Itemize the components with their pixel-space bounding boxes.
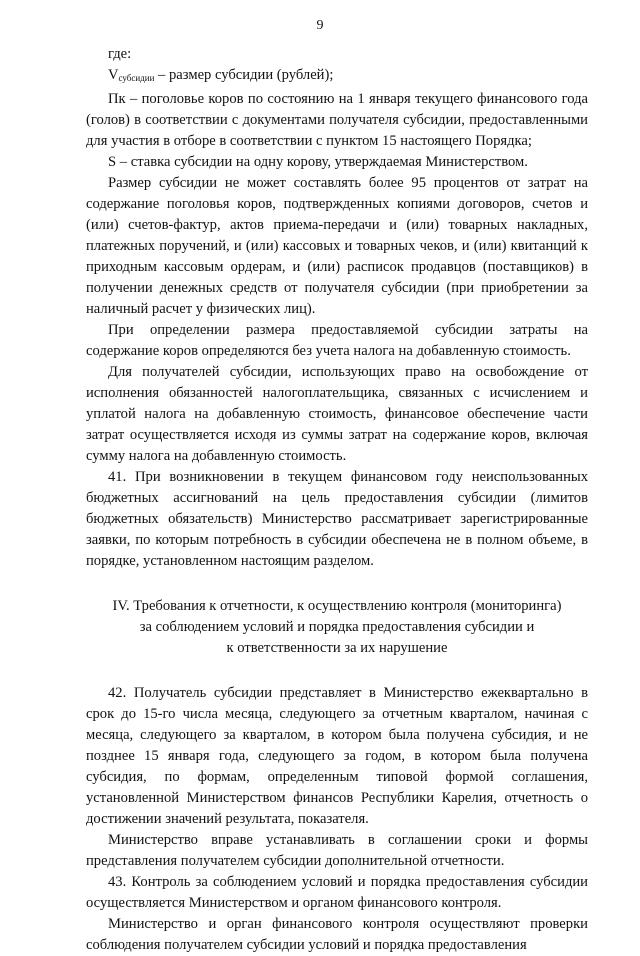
v-description: – размер субсидии (рублей); [154, 67, 334, 83]
paragraph-additional-reporting: Министерство вправе устанавливать в соглашении сроки и формы представления получателем субсидии дополнительной отчетности. [86, 832, 588, 869]
page-number: 9 [316, 18, 324, 33]
heading-line-3: к ответственности за их нарушение [226, 640, 448, 656]
paragraph-s-definition: S – ставка субсидии на одну корову, утверждаемая Министерством. [108, 154, 528, 170]
paragraph-subsidy-size: Размер субсидии не может составлять более 95 процентов от затрат на содержание поголовья коров, подтвержденных копиями договоров, счетов и (или) счетов-фактур, актов приема-передачи и (или) товарных накладных, платежных поручений, и (или) кассовых и товарных чеков, и (или) квитанций к приходным кассовым ордерам, и (или) расписок продавцов (поставщиков) в получении денежных средств от получателя субсидии (при приобретении за наличный расчет у физических лиц). [86, 175, 588, 317]
v-symbol: V [108, 67, 119, 83]
heading-line-1: IV. Требования к отчетности, к осуществлению контроля (мониторинга) [112, 598, 562, 614]
paragraph-inspections: Министерство и орган финансового контроля осуществляют проверки соблюдения получателем субсидии условий и порядка предоставления [86, 916, 588, 953]
paragraph-v-definition [86, 65, 588, 89]
section-heading [86, 596, 588, 659]
paragraph-vat-inclusion: Для получателей субсидии, использующих право на освобождение от исполнения обязанностей налогоплательщика, связанных с исчислением и уплатой налога на добавленную стоимость, финансовое обеспечение части затрат осуществляется исходя из суммы затрат на содержание коров, включая сумму налога на добавленную стоимость. [86, 364, 588, 464]
v-subscript: субсидии [118, 73, 155, 83]
paragraph-42: 42. Получатель субсидии представляет в Министерство ежеквартально в срок до 15-го числа месяца, следующего за отчетным кварталом, начиная с месяца, следующего за кварталом, в котором была получена субсидия, и не позднее 15 января года, следующего за годом, в котором была получена субсидия, по формам, определенным типовой формой соглашения, установленной Министерством финансов Республики Карелия, отчетность о достижении значений результата, показателя. [86, 685, 588, 827]
document-body [86, 44, 588, 956]
heading-line-2: за соблюдением условий и порядка предоставления субсидии и [139, 619, 535, 635]
paragraph-where: где: [108, 46, 132, 62]
paragraph-41: 41. При возникновении в текущем финансовом году неиспользованных бюджетных ассигнований на цель предоставления субсидии (лимитов бюджетных обязательств) Министерство рассматривает зарегистрированные заявки, по которым потребность в субсидии обеспечена не в полном объеме, в порядке, установленном настоящим разделом. [86, 469, 588, 569]
paragraph-pk-definition: Пк – поголовье коров по состоянию на 1 января текущего финансового года (голов) в соответствии с документами получателя субсидии, предоставленными для участия в отборе в соответствии с пунктом 15 настоящего Порядка; [86, 91, 588, 149]
paragraph-43: 43. Контроль за соблюдением условий и порядка предоставления субсидии осуществляется Министерством и органом финансового контроля. [86, 874, 588, 911]
paragraph-vat-exclusion: При определении размера предоставляемой субсидии затраты на содержание коров определяются без учета налога на добавленную стоимость. [86, 322, 588, 359]
